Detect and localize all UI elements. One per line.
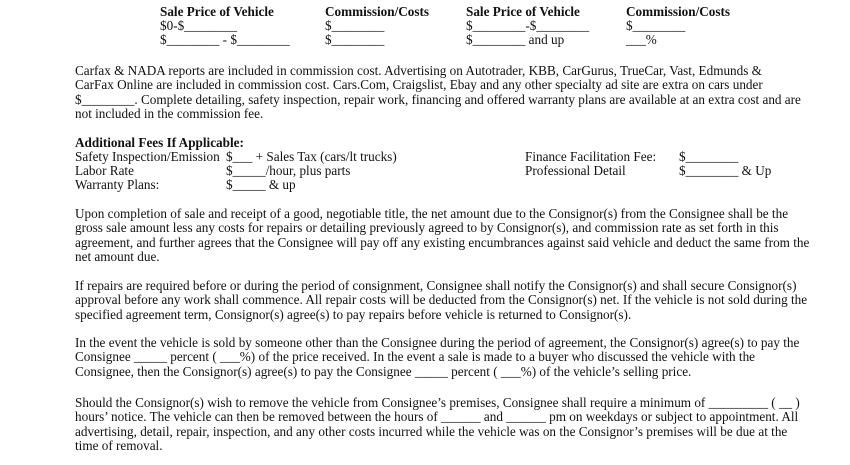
labor-rate-label: Labor Rate <box>75 163 134 178</box>
warranty-plans-value: $_____ & up <box>226 177 296 192</box>
paragraph-line: If repairs are required before or during the period of consignment, Consignee shall notify the Consignor(s) and shall secure Consignor(s) <box>75 278 797 293</box>
paragraph-line: agreement, and further agrees that the Consignee will pay off any existing encumbrances against said vehicle and deduct the same from the <box>75 234 810 250</box>
sale-price-range-4: $________ and up <box>466 32 565 47</box>
paragraph-line: not included in the commission fee. <box>75 105 264 121</box>
commission-value-1: $________ <box>325 18 385 33</box>
sale-price-range-1: $0-$________ <box>160 18 237 33</box>
commission-header-1: Commission/Costs <box>325 4 430 19</box>
paragraph-line: Should the Consignor(s) wish to remove the vehicle from Consignee’s premises, Consignee shall require a minimum of _________ ( __ ) <box>75 395 800 410</box>
sale-price-header-2: Sale Price of Vehicle <box>466 4 580 19</box>
safety-inspection-label: Safety Inspection/Emission <box>75 149 220 164</box>
paragraph-line: specified agreement term, Consignor(s) agree(s) to pay repairs before vehicle is returned to Consignor(s). <box>75 306 632 322</box>
completion-paragraph <box>75 206 810 264</box>
commission-value-3: $________ <box>626 18 686 33</box>
finance-fee-label: Finance Facilitation Fee: <box>525 149 657 164</box>
sale-price-range-3: $________-$________ <box>466 18 590 33</box>
sale-price-range-2: $________ - $________ <box>160 32 290 47</box>
paragraph-line: Consignee _____ percent ( ___%) of the price received. In the event a sale is made to a buyer who discussed the vehicle with the <box>75 349 756 365</box>
warranty-plans-label: Warranty Plans: <box>75 177 160 192</box>
paragraph-line: Carfax & NADA reports are included in commission cost. Advertising on Autotrader, KBB, CarGurus, TrueCar, Vast, Edmunds & <box>75 63 762 78</box>
sold-by-others-paragraph <box>75 335 800 379</box>
labor-rate-value: $_____/hour, plus parts <box>226 163 351 178</box>
reports-paragraph <box>75 63 801 121</box>
paragraph-line: Upon completion of sale and receipt of a good, negotiable title, the net amount due to the Consignor(s) from the Consignee shall be the <box>75 206 789 221</box>
sale-price-header-1: Sale Price of Vehicle <box>160 4 274 19</box>
commission-percent: ___% <box>626 32 657 47</box>
commission-value-2: $________ <box>325 32 385 47</box>
repairs-paragraph <box>75 278 808 322</box>
removal-paragraph <box>75 395 800 453</box>
professional-detail-value: $________ & Up <box>679 163 772 178</box>
paragraph-line: time of removal. <box>75 437 163 453</box>
safety-inspection-value: $___ + Sales Tax (cars/lt trucks) <box>226 149 397 164</box>
paragraph-line: In the event the vehicle is sold by someone other than the Consignee during the period of agreement, the Consignor(s) agree(s) to pay the <box>75 335 800 350</box>
paragraph-line: gross sale amount less any costs for repairs or detailing previously agreed to by Consignor(s), and commission rate as set forth in this <box>75 220 779 236</box>
paragraph-line: net amount due. <box>75 248 160 264</box>
commission-header-2: Commission/Costs <box>626 4 731 19</box>
finance-fee-value: $________ <box>679 149 739 164</box>
paragraph-line: Consignee, then the Consignor(s) agree(s) to pay the Consignee _____ percent ( ___%) of the vehicle’s selling price. <box>75 363 692 379</box>
additional-fees-heading: Additional Fees If Applicable: <box>75 135 244 150</box>
paragraph-line: advertising, detail, repair, inspection, and any other costs incurred while the vehicle was on the Consignor’s premises will be due at the <box>75 423 788 439</box>
paragraph-line: hours’ notice. The vehicle can then be removed between the hours of ______ and ______ pm on weekdays or subject to appointment. All <box>75 409 799 425</box>
paragraph-line: CarFax Online are included in commission cost. Cars.Com, Craigslist, Ebay and any other specialty ad site are extra on cars under <box>75 77 763 93</box>
paragraph-line: $________. Complete detailing, safety inspection, repair work, financing and offered warranty plans are available at an extra cost and are <box>75 91 801 107</box>
professional-detail-label: Professional Detail <box>525 163 626 178</box>
paragraph-line: approval before any work shall commence. All repair costs will be deducted from the Consignor(s) net. If the vehicle is not sold during the <box>75 292 808 308</box>
